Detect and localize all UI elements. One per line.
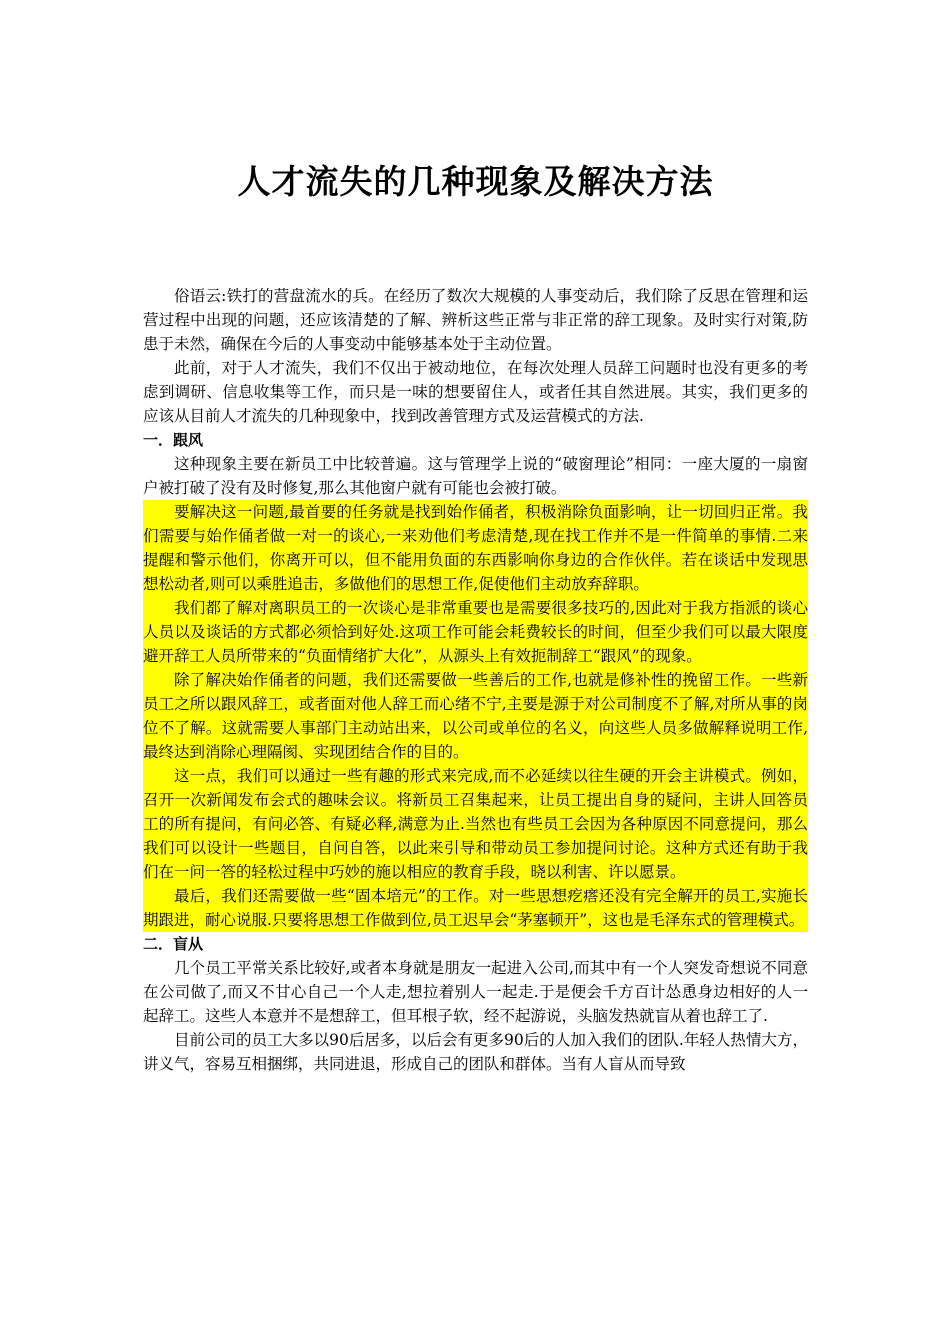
section2-paragraph-1: 几个员工平常关系比较好,或者本身就是朋友一起进入公司,而其中有一个人突发奇想说不同意在公司做了,而又不甘心自己一个人走,想拉着别人一起走.于是便会千方百计怂恿身边相好的人一起辞工。这些人本意并不是想辞工，但耳根子软，经不起游说，头脑发热就盲从着也辞工了. <box>143 959 808 1025</box>
highlighted-paragraph-1: 要解决这一问题,最首要的任务就是找到始作俑者，积极消除负面影响，让一切回归正常。我们需要与始作俑者做一对一的谈心,一来劝他们考虑清楚,现在找工作并不是一件简单的事情.二来提醒和警示他们，你离开可以，但不能用负面的东西影响你身边的合作伙伴。若在谈话中发现思想松动者,则可以乘胜追击，多做他们的思想工作,促使他们主动放弃辞职。 <box>143 500 808 596</box>
section1-paragraph-1: 这种现象主要在新员工中比较普遍。这与管理学上说的“破窗理论”相同：一座大厦的一扇窗户被打破了没有及时修复,那么其他窗户就有可能也会被打破。 <box>143 455 808 497</box>
section2-paragraph-2: 目前公司的员工大多以90后居多，以后会有更多90后的人加入我们的团队.年轻人热情大方，讲义气，容易互相捆绑，共同进退，形成自己的团队和群体。当有人盲从而导致 <box>143 1031 808 1073</box>
document-body <box>143 284 808 1076</box>
section-heading-1: 一．跟风 <box>143 431 204 449</box>
section-heading-2: 二．盲从 <box>143 935 204 953</box>
intro-paragraph-2: 此前，对于人才流失，我们不仅出于被动地位，在每次处理人员辞工问题时也没有更多的考虑到调研、信息收集等工作，而只是一味的想要留住人，或者任其自然进展。其实，我们更多的应该从目前人才流失的几种现象中，找到改善管理方式及运营模式的方法. <box>143 359 808 425</box>
highlighted-paragraph-5: 最后，我们还需要做一些“固本培元”的工作。对一些思想疙瘩还没有完全解开的员工,实施长期跟进，耐心说服.只要将思想工作做到位,员工迟早会“茅塞顿开”，这也是毛泽东式的管理模式。 <box>143 884 808 932</box>
highlighted-paragraph-3: 除了解决始作俑者的问题，我们还需要做一些善后的工作,也就是修补性的挽留工作。一些新员工之所以跟风辞工，或者面对他人辞工而心绪不宁,主要是源于对公司制度不了解,对所从事的岗位不了解。这就需要人事部门主动站出来，以公司或单位的名义，向这些人员多做解释说明工作,最终达到消除心理隔阂、实现团结合作的目的。 <box>143 668 808 764</box>
intro-paragraph-1: 俗语云:铁打的营盘流水的兵。在经历了数次大规模的人事变动后，我们除了反思在管理和运营过程中出现的问题，还应该清楚的了解、辨析这些正常与非正常的辞工现象。及时实行对策,防患于未然，确保在今后的人事变动中能够基本处于主动位置。 <box>143 287 808 353</box>
highlighted-paragraph-4: 这一点，我们可以通过一些有趣的形式来完成,而不必延续以往生硬的开会主讲模式。例如，召开一次新闻发布会式的趣味会议。将新员工召集起来，让员工提出自身的疑问，主讲人回答员工的所有提问，有问必答、有疑必释,满意为止.当然也有些员工会因为各种原因不同意提问，那么我们可以设计一些题目，自问自答，以此来引导和带动员工参加提问讨论。这种方式还有助于我们在一问一答的轻松过程中巧妙的施以相应的教育手段，晓以利害、许以愿景。 <box>143 764 808 884</box>
highlighted-paragraph-2: 我们都了解对离职员工的一次谈心是非常重要也是需要很多技巧的,因此对于我方指派的谈心人员以及谈话的方式都必须恰到好处.这项工作可能会耗费较长的时间，但至少我们可以最大限度避开辞工人员所带来的“负面情绪扩大化”，从源头上有效扼制辞工“跟风”的现象。 <box>143 596 808 668</box>
document-title: 人才流失的几种现象及解决方法 <box>237 162 714 201</box>
